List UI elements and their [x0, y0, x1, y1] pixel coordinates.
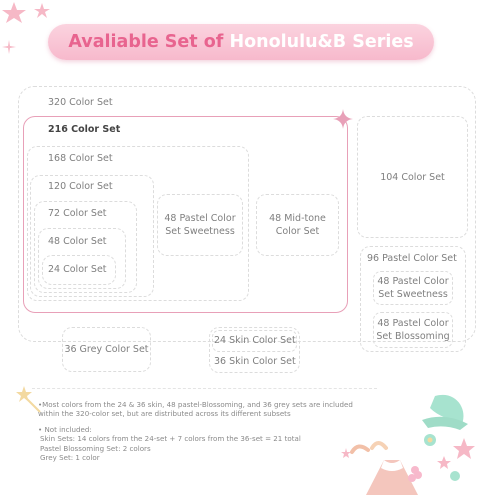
set-36-grey-label: 36 Grey Color Set: [64, 344, 149, 355]
set-96-blossoming-box: [373, 312, 453, 348]
set-216-label: 216 Color Set: [48, 124, 121, 135]
set-96-sweetness-box: [373, 271, 453, 305]
sparkle-icon: [333, 109, 353, 129]
set-48-pastel-sweetness-label: 48 Pastel Color Set Sweetness: [164, 213, 236, 237]
set-48-pastel-sweetness-box: [157, 194, 243, 256]
note-line-2: within the 320-color set, but are distributed across its different subsets: [38, 409, 291, 419]
note-line-6: Grey Set: 1 color: [40, 453, 100, 463]
set-104-box: [357, 116, 468, 238]
set-96-pastel-label: 96 Pastel Color Set: [367, 253, 457, 264]
set-24-skin-label: 24 Skin Color Set: [214, 335, 296, 346]
note-line-1: •Most colors from the 24 & 36 skin, 48 pastel-Blossoming, and 36 grey sets are included: [38, 400, 353, 409]
note-line-4: Skin Sets: 14 colors from the 24-set + 7 colors from the 36-set = 21 total: [40, 434, 301, 444]
banner-title-part2: Honolulu&B Series: [229, 32, 414, 52]
set-48-midtone-label: 48 Mid-tone Color Set: [269, 213, 326, 237]
note-line-5: Pastel Blossoming Set: 2 colors: [40, 443, 151, 453]
banner-title-part1: Avaliable Set of: [68, 32, 230, 52]
set-36-grey-box: [62, 327, 151, 372]
set-48-midtone-box: [256, 194, 339, 256]
set-24-label: 24 Color Set: [48, 264, 107, 275]
set-36-skin-label: 36 Skin Color Set: [214, 356, 296, 367]
set-104-label: 104 Color Set: [380, 171, 445, 183]
set-48-label: 48 Color Set: [48, 236, 107, 247]
note-line-3: • Not included:: [38, 424, 92, 434]
decorative-illustration-bottom-right: [340, 390, 481, 495]
title-banner: [48, 24, 434, 60]
set-96-sweetness-label: 48 Pastel Color Set Sweetness: [377, 276, 449, 300]
set-96-blossoming-label: 48 Pastel Color Set Blossoming: [376, 318, 450, 342]
set-168-label: 168 Color Set: [48, 153, 113, 164]
notes-separator: [32, 388, 377, 389]
set-320-label: 320 Color Set: [48, 97, 113, 108]
set-72-label: 72 Color Set: [48, 208, 107, 219]
set-120-label: 120 Color Set: [48, 181, 113, 192]
notes-block: [38, 400, 383, 462]
